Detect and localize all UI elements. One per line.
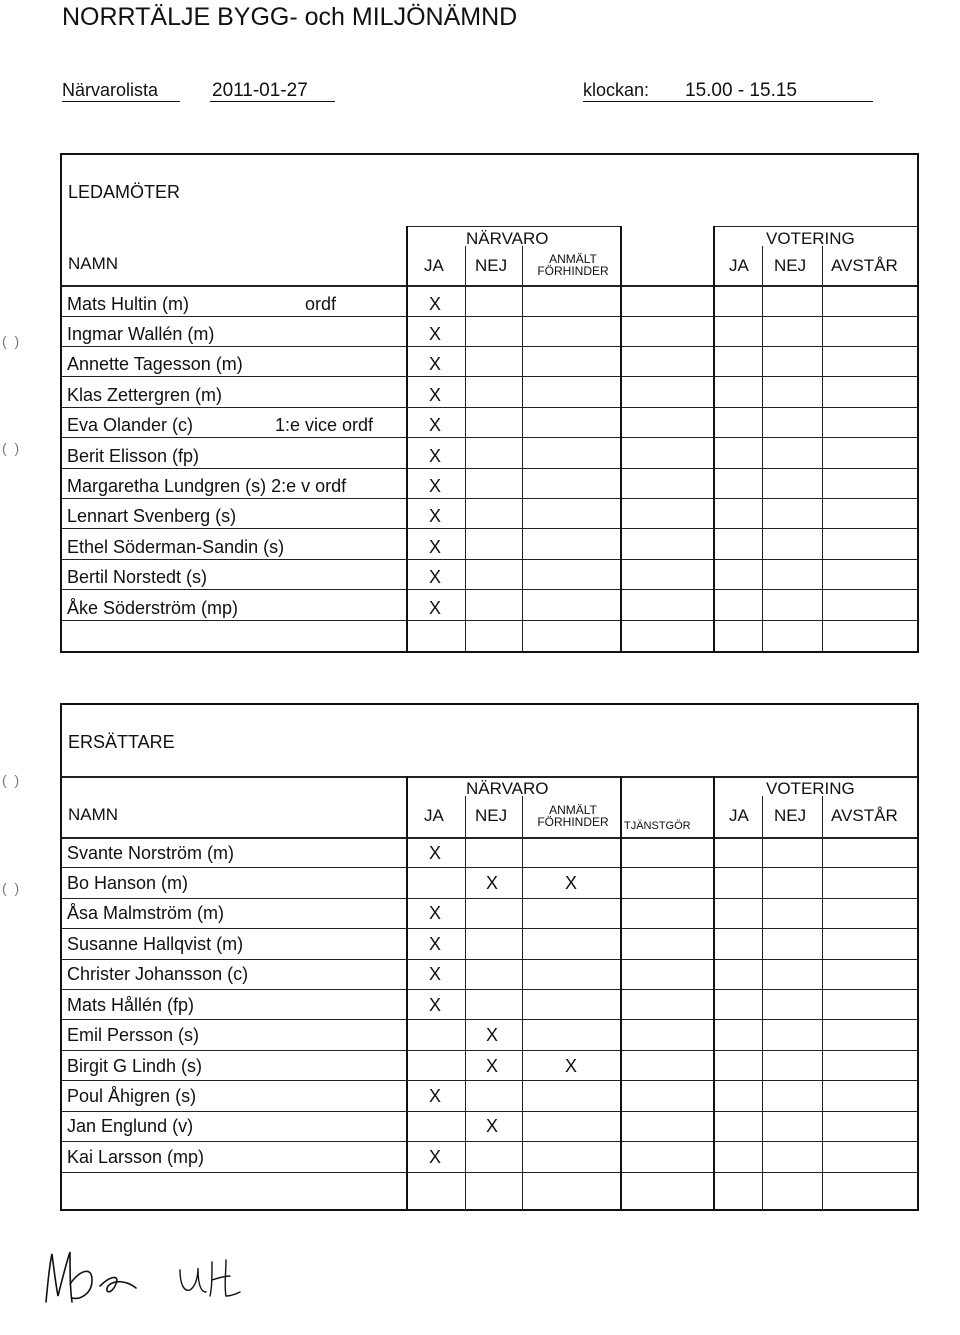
presence-ja: X: [429, 415, 442, 435]
substitute-name: Birgit G Lindh (s): [67, 1056, 203, 1076]
presence-ja: X: [429, 385, 442, 405]
grid-line: [713, 226, 715, 651]
grid-line: [407, 226, 621, 227]
grid-line: [62, 498, 917, 499]
member-name: Mats Hultin (m): [67, 294, 190, 314]
presence-ja: X: [429, 964, 442, 984]
meeting-date: 2011-01-27: [212, 80, 308, 101]
margin-mark: ( ): [2, 880, 20, 896]
grid-line: [62, 468, 917, 469]
header-reported-2: FÖRHINDER: [537, 264, 609, 278]
grid-line: [62, 776, 917, 778]
member-name: Lennart Svenberg (s): [67, 506, 237, 526]
grid-line: [406, 226, 408, 651]
header-nej: NEJ: [475, 256, 508, 275]
grid-line: [62, 1080, 917, 1081]
list-label: Närvarolista: [62, 80, 159, 100]
member-name: Berit Elisson (fp): [67, 446, 200, 466]
grid-line: [620, 776, 622, 1209]
grid-line: [62, 867, 917, 868]
member-name: Margaretha Lundgren (s) 2:e v ordf: [67, 476, 347, 496]
member-name: Eva Olander (c): [67, 415, 194, 435]
presence-nej: X: [486, 1056, 499, 1076]
header-ja: JA: [424, 806, 444, 825]
grid-line: [62, 376, 917, 377]
grid-line: [62, 989, 917, 990]
header-vote-abstain: AVSTÅR: [831, 806, 898, 825]
grid-line: [465, 796, 466, 1209]
underline: [583, 101, 873, 102]
presence-ja: X: [429, 294, 442, 314]
grid-line: [713, 226, 917, 227]
presence-ja: X: [429, 506, 442, 526]
grid-line: [62, 928, 917, 929]
time-label: klockan:: [583, 80, 650, 100]
members-title: LEDAMÖTER: [68, 182, 181, 202]
grid-line: [762, 246, 763, 651]
substitute-name: Jan Englund (v): [67, 1116, 194, 1136]
presence-ja: X: [429, 995, 442, 1015]
member-role: ordf: [305, 294, 337, 314]
header-serving: TJÄNSTGÖR: [624, 820, 691, 832]
handwritten-signature: [40, 1240, 270, 1320]
grid-line: [822, 246, 823, 651]
header-vote-abstain: AVSTÅR: [831, 256, 898, 275]
substitute-name: Emil Persson (s): [67, 1025, 200, 1045]
header-vote: VOTERING: [766, 779, 855, 798]
presence-ja: X: [429, 903, 442, 923]
header-nej: NEJ: [475, 806, 508, 825]
grid-line: [762, 796, 763, 1209]
grid-line: [62, 316, 917, 317]
margin-mark: ( ): [2, 772, 20, 788]
presence-nej: X: [486, 873, 499, 893]
underline: [62, 101, 180, 102]
substitute-name: Kai Larsson (mp): [67, 1147, 205, 1167]
presence-ja: X: [429, 476, 442, 496]
grid-line: [620, 226, 622, 651]
presence-ja: X: [429, 1086, 442, 1106]
header-presence: NÄRVARO: [466, 779, 549, 798]
meeting-time: 15.00 - 15.15: [685, 80, 797, 101]
presence-ja: X: [429, 934, 442, 954]
presence-ja: X: [429, 537, 442, 557]
grid-line: [62, 1111, 917, 1112]
presence-ja: X: [429, 567, 442, 587]
header-vote-ja: JA: [729, 806, 749, 825]
header-reported-2: FÖRHINDER: [537, 815, 609, 829]
presence-ja: X: [429, 446, 442, 466]
substitutes-title: ERSÄTTARE: [68, 732, 175, 752]
presence-ja: X: [429, 324, 442, 344]
grid-line: [62, 837, 917, 839]
member-name: Ethel Söderman-Sandin (s): [67, 537, 285, 557]
substitute-name: Susanne Hallqvist (m): [67, 934, 244, 954]
grid-line: [822, 796, 823, 1209]
header-presence: NÄRVARO: [466, 229, 549, 248]
substitute-name: Poul Åhigren (s): [67, 1086, 197, 1106]
header-vote-nej: NEJ: [774, 806, 807, 825]
grid-line: [62, 620, 917, 621]
member-name: Klas Zettergren (m): [67, 385, 223, 405]
grid-line: [62, 437, 917, 438]
substitute-name: Svante Norström (m): [67, 843, 235, 863]
grid-line: [522, 246, 523, 651]
grid-line: [62, 1019, 917, 1020]
grid-line: [62, 589, 917, 590]
grid-line: [62, 285, 917, 287]
grid-line: [62, 898, 917, 899]
member-name: Åke Söderström (mp): [67, 598, 239, 618]
grid-line: [522, 796, 523, 1209]
member-name: Bertil Norstedt (s): [67, 567, 208, 587]
grid-line: [406, 776, 408, 1209]
grid-line: [62, 959, 917, 960]
grid-line: [62, 1141, 917, 1142]
substitute-name: Åsa Malmström (m): [67, 903, 224, 923]
presence-ja: X: [429, 354, 442, 374]
presence-nej: X: [486, 1025, 499, 1045]
header-vote: VOTERING: [766, 229, 855, 248]
member-name: Ingmar Wallén (m): [67, 324, 215, 344]
header-reported-1: ANMÄLT: [549, 252, 597, 266]
substitute-name: Christer Johansson (c): [67, 964, 249, 984]
header-ja: JA: [424, 256, 444, 275]
header-name: NAMN: [68, 805, 119, 824]
grid-line: [62, 528, 917, 529]
header-reported: [528, 253, 618, 277]
grid-line: [62, 346, 917, 347]
header-vote-ja: JA: [729, 256, 749, 275]
member-role: 1:e vice ordf: [275, 415, 374, 435]
presence-ja: X: [429, 1147, 442, 1167]
header-reported: [528, 804, 618, 828]
member-name: Annette Tagesson (m): [67, 354, 243, 374]
grid-line: [713, 776, 715, 1209]
grid-line: [62, 559, 917, 560]
organization-title: NORRTÄLJE BYGG- och MILJÖNÄMND: [62, 3, 518, 31]
header-reported-1: ANMÄLT: [549, 803, 597, 817]
header-vote-nej: NEJ: [774, 256, 807, 275]
header-name: NAMN: [68, 254, 119, 273]
grid-line: [62, 407, 917, 408]
substitute-name: Mats Hållén (fp): [67, 995, 195, 1015]
grid-line: [465, 246, 466, 651]
underline: [210, 101, 335, 102]
presence-ja: X: [429, 598, 442, 618]
substitute-name: Bo Hanson (m): [67, 873, 189, 893]
presence-nej: X: [486, 1116, 499, 1136]
presence-ja: X: [429, 843, 442, 863]
margin-mark: ( ): [2, 440, 20, 456]
presence-reported: X: [565, 873, 578, 893]
grid-line: [62, 1172, 917, 1173]
grid-line: [62, 1050, 917, 1051]
presence-reported: X: [565, 1056, 578, 1076]
margin-mark: ( ): [2, 333, 20, 349]
